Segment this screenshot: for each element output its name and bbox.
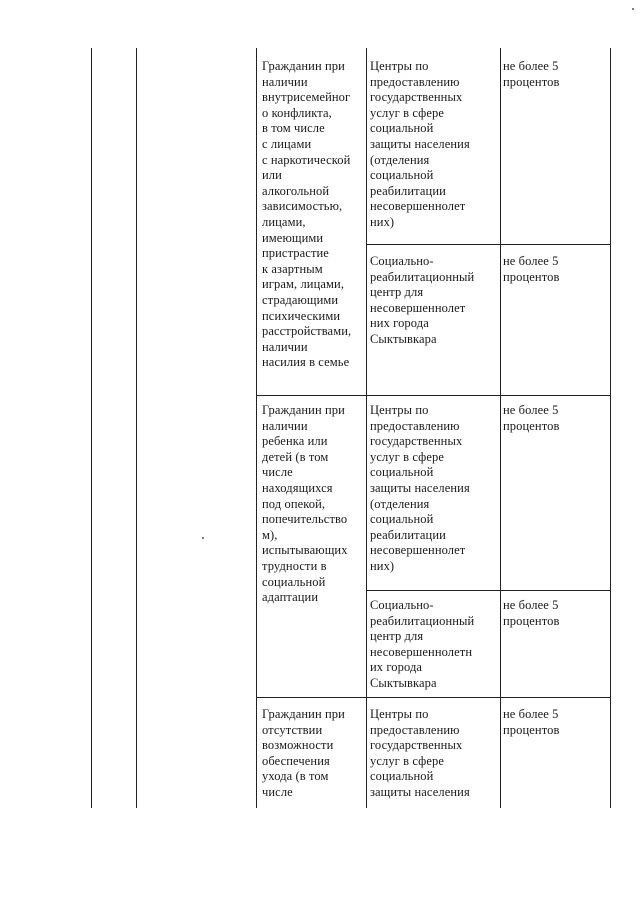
row-2-limit-2: не более 5 процентов	[503, 598, 560, 628]
row-divider-r3	[256, 697, 610, 698]
column-divider-3	[366, 48, 367, 808]
column-divider-1	[136, 48, 137, 808]
row-1-limit-2: не более 5 процентов	[503, 254, 560, 284]
row-3-provider-1: Центры по предоставлению государственных услуг в сфере социальной защиты населения	[370, 707, 470, 799]
row-1-provider-2: Социально- реабилитационный центр для несовершеннолет них города Сыктывкара	[370, 254, 475, 346]
row-2-limit-1: не более 5 процентов	[503, 403, 560, 433]
row-divider-r1-sub	[366, 244, 610, 245]
row-divider-r2-sub	[366, 590, 610, 591]
row-2-category: Гражданин при наличии ребенка или детей (в том числе находящихся под опекой, попечительство м), испытывающих трудности в социальной адаптации	[262, 403, 348, 605]
row-1-limit-1: не более 5 процентов	[503, 59, 560, 89]
scan-speck	[202, 537, 204, 539]
scan-speck	[632, 8, 634, 10]
row-3-category: Гражданин при отсутствии возможности обеспечения ухода (в том числе	[262, 707, 345, 799]
table-border-left	[91, 48, 92, 808]
row-2-provider-2: Социально- реабилитационный центр для несовершеннолетн их города Сыктывкара	[370, 598, 475, 690]
column-divider-4	[500, 48, 501, 808]
row-1-category: Гражданин при наличии внутрисемейног о конфликта, в том числе с лицами с наркотической или алкогольной зависимостью, лицами, имеющими пристрастие к азартным играм, лицами, страдающими психическими расстройствами, наличии насилия в семье	[262, 59, 352, 370]
table-border-right	[610, 48, 611, 808]
row-2-provider-1: Центры по предоставлению государственных услуг в сфере социальной защиты населения (отделения социальной реабилитации несовершеннолет них)	[370, 403, 470, 573]
row-divider-r2	[256, 395, 610, 396]
row-3-limit-1: не более 5 процентов	[503, 707, 560, 737]
row-1-provider-1: Центры по предоставлению государственных услуг в сфере социальной защиты населения (отделения социальной реабилитации несовершеннолет них)	[370, 59, 470, 229]
column-divider-2	[256, 48, 257, 808]
